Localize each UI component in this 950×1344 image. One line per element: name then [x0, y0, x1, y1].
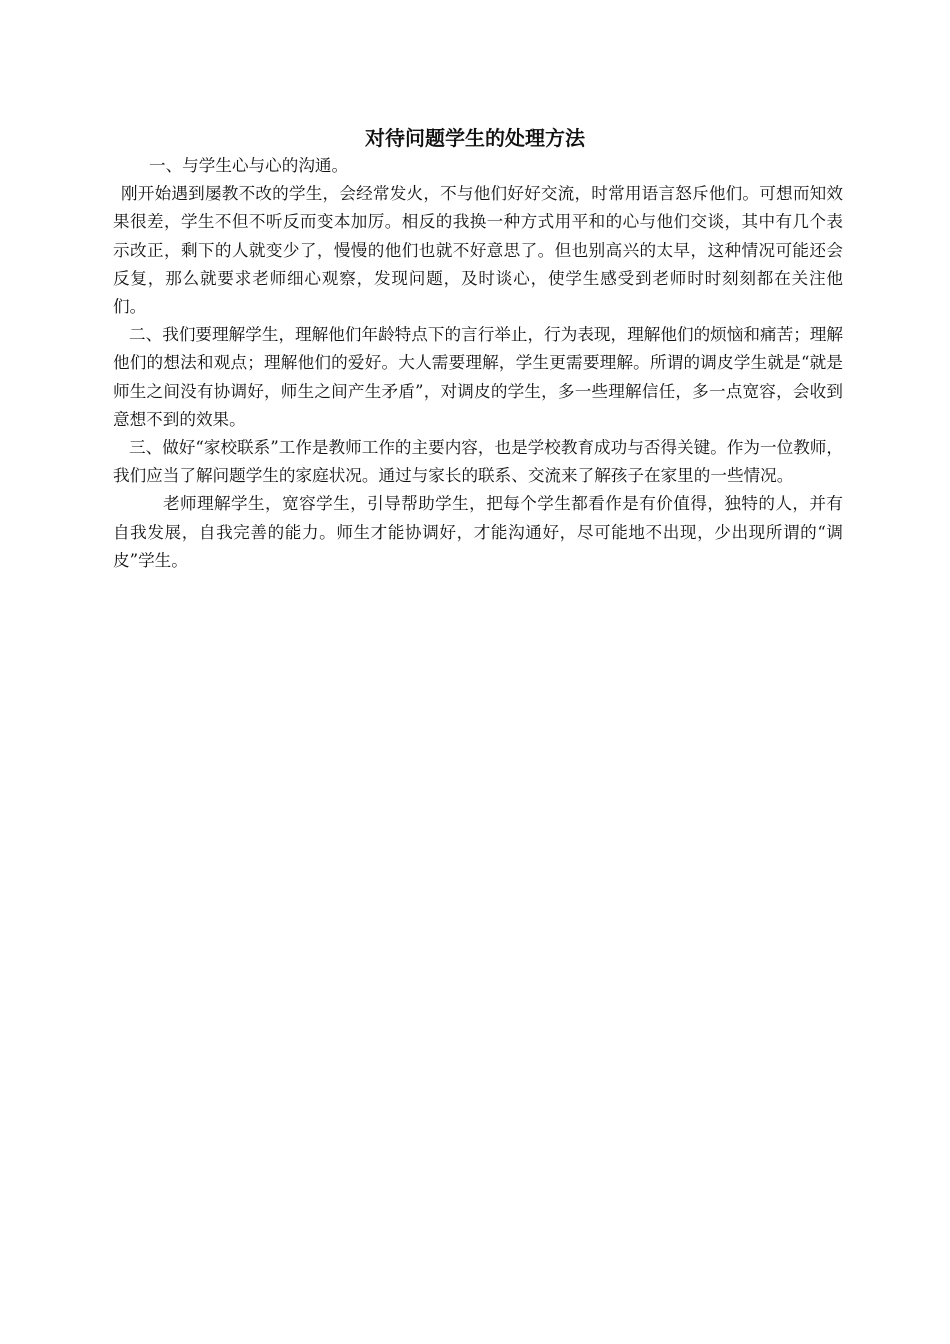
paragraph-conclusion: 老师理解学生，宽容学生，引导帮助学生，把每个学生都看作是有价值得，独特的人，并有自我发展，自我完善的能力。师生才能协调好，才能沟通好，尽可能地不出现，少出现所谓的“调皮”学生。	[113, 494, 843, 570]
paragraph-section-3: 三、做好“家校联系”工作是教师工作的主要内容，也是学校教育成功与否得关键。作为一位教师，我们应当了解问题学生的家庭状况。通过与家长的联系、交流来了解孩子在家里的一些情况。	[113, 438, 843, 486]
paragraph-section-1-body: 刚开始遇到屡教不改的学生，会经常发火，不与他们好好交流，时常用语言怒斥他们。可想而知效果很差，学生不但不听反而变本加厉。相反的我换一种方式用平和的心与他们交谈，其中有几个表示改正，剩下的人就变少了，慢慢的他们也就不好意思了。但也别高兴的太早，这种情况可能还会反复，那么就要求老师细心观察，发现问题，及时谈心，使学生感受到老师时时刻刻都在关注他们。	[113, 184, 843, 317]
paragraph-section-2: 二、我们要理解学生，理解他们年龄特点下的言行举止，行为表现，理解他们的烦恼和痛苦；理解他们的想法和观点；理解他们的爱好。大人需要理解，学生更需要理解。所谓的调皮学生就是“就是师生之间没有协调好，师生之间产生矛盾”，对调皮的学生，多一些理解信任，多一点宽容，会收到意想不到的效果。	[113, 325, 843, 429]
paragraph-section-1-heading: 一、与学生心与心的沟通。	[149, 156, 349, 175]
document-body	[113, 152, 843, 575]
document-title: 对待问题学生的处理方法	[365, 126, 585, 150]
